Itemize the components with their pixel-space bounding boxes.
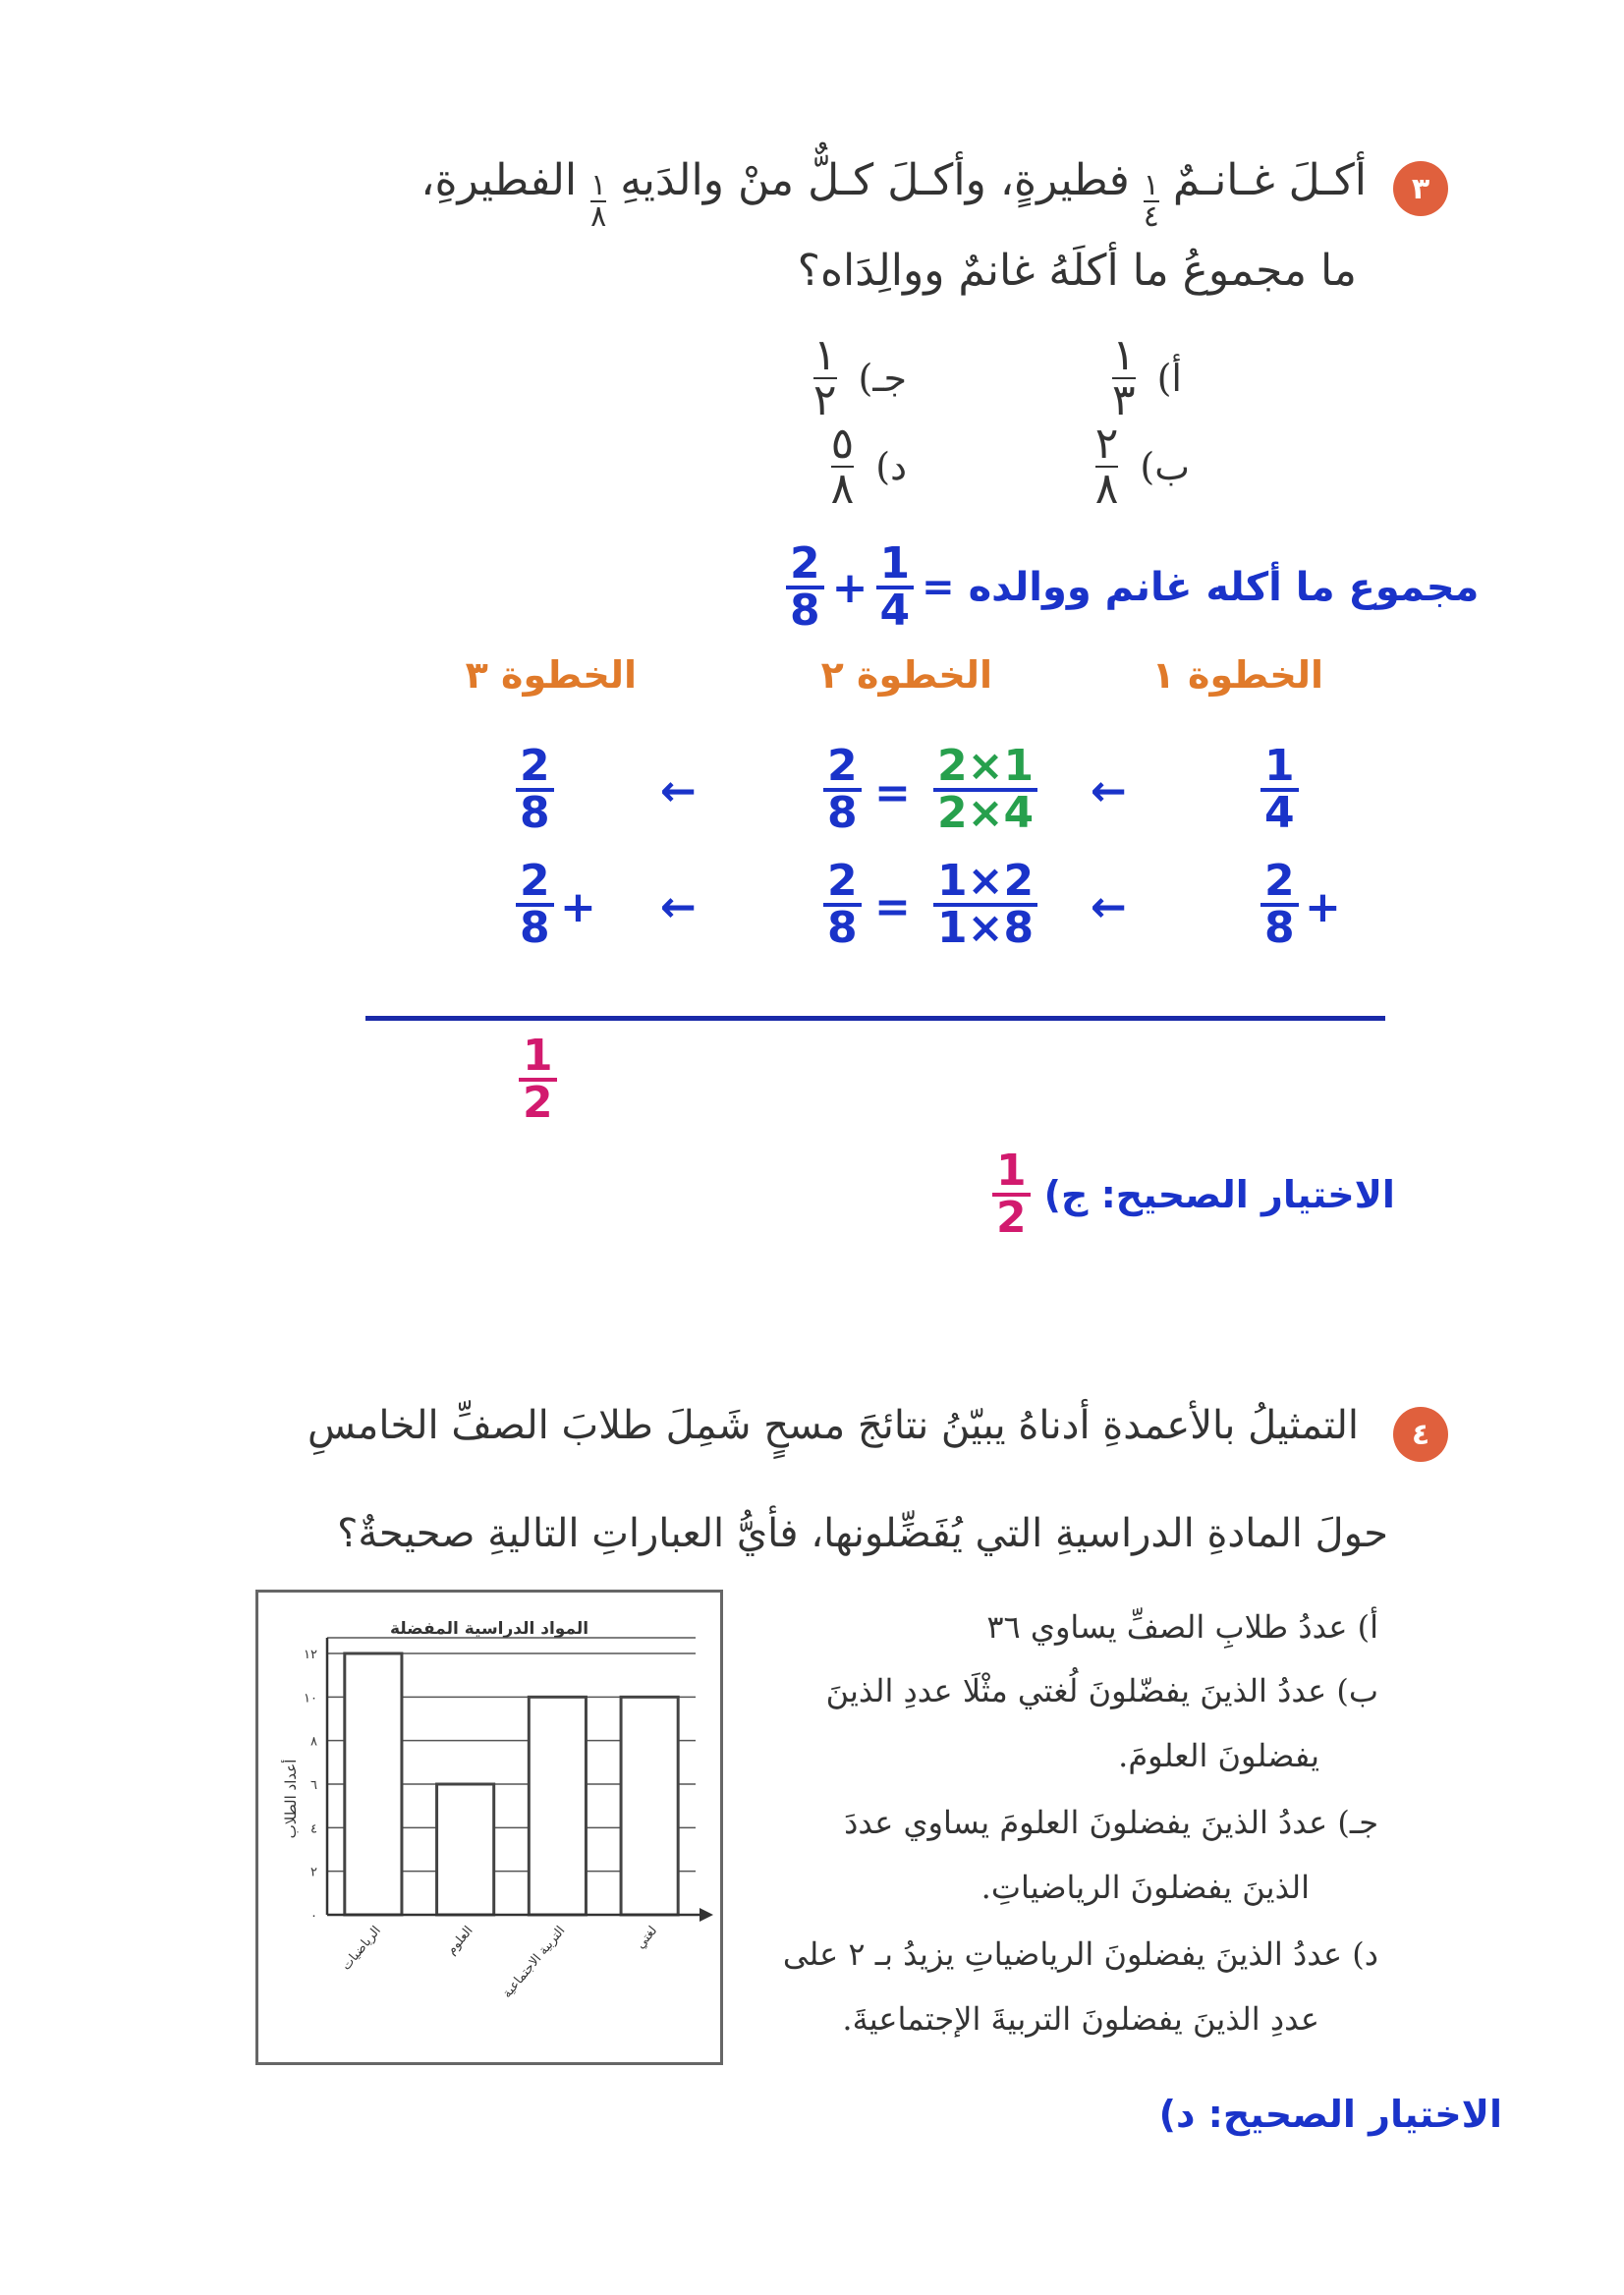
frac-den: ٨ [590,199,607,234]
chart-bar [437,1784,494,1915]
x-tick-label: التربية الاجتماعية [499,1923,569,2001]
option-c[interactable] [812,330,907,425]
frac-num: 1×2 [937,856,1035,906]
answer-q3 [992,1146,1395,1243]
option-fraction [1111,330,1136,425]
row2-eq-fraction [823,856,862,953]
y-tick-label: ٦ [310,1778,317,1793]
chart-title: المواد الدراسية المفضلة [389,1619,589,1639]
chart-bar [529,1697,586,1915]
frac-num: ١ [1111,330,1136,380]
y-tick-label: ٨ [310,1734,317,1750]
arrow-left: ← [1091,766,1127,816]
answer-label-text: الاختيار الصحيح: ج) [1043,1173,1395,1216]
frac-num: 2 [827,856,858,906]
frac-den: 4 [1260,788,1299,835]
chart-bar [621,1697,678,1915]
y-tick-label: ١٠ [304,1691,317,1707]
frac-num: 2×1 [937,741,1035,791]
q4-option-d[interactable] [783,1922,1378,2051]
frac-num: ١ [590,168,607,202]
y-tick-label: ٢ [310,1865,317,1880]
option-b[interactable] [1094,419,1190,514]
q3-text-a: أكـلَ غـانـمٌ [1172,155,1367,205]
y-tick-label: ٤ [310,1821,317,1837]
step-3-label: الخطوة ٣ [465,653,637,697]
frac-num: 1 [523,1031,553,1081]
q3-text-c: الفطيرةِ، [420,155,578,205]
frac-den: 8 [1260,903,1299,950]
row2-mid-fraction [933,856,1037,953]
option-text: عددُ طلابِ الصفِّ يساوي ٣٦ [986,1608,1348,1646]
y-tick-label: ٠ [310,1909,317,1924]
equals-sign: = [874,768,911,818]
option-text: يفضلونَ العلومَ. [1118,1737,1319,1774]
option-fraction [812,330,837,425]
frac-num: ١ [1143,168,1159,202]
q3-text-b: فطيرةٍ، وأكـلَ كـلٌّ منْ والدَيهِ [620,155,1130,205]
frac-num: 2 [827,741,858,791]
option-text: عددِ الذينَ يفضلونَ التربيةَ الإجتماعيةَ. [842,2000,1319,2038]
option-label: جـ) [858,357,907,400]
answer-q4 [1159,2093,1502,2136]
question-4-line-1: التمثيلُ بالأعمدةِ أدناهُ يبيّنُ نتائجَ مسحٍ شَمِلَ طلابَ الصفِّ الخامسِ [307,1403,1359,1448]
option-label: ب) [1140,445,1190,488]
bar-chart-frame [255,1590,723,2065]
option-label: أ) [1357,1608,1378,1646]
answer-label-text: الاختيار الصحيح: د) [1158,2093,1502,2136]
question-number-badge [1393,1407,1448,1462]
step-1-label: الخطوة ١ [1151,653,1323,697]
chart-y-axis-label: أعداد الطلاب [282,1759,300,1839]
frac-den: ٤ [1143,199,1159,234]
question-3-line-1 [420,155,1367,232]
fraction-eighth [590,168,607,234]
row1-mid-fraction [933,741,1037,838]
option-label: ب) [1336,1672,1378,1709]
frac-den: 8 [823,788,862,835]
frac-num: 1 [879,538,911,588]
x-tick-label: العلوم [444,1923,476,1958]
frac-num: 2 [520,856,550,906]
frac-num: 1 [996,1146,1027,1196]
question-3-line-2 [798,246,1357,296]
option-label: جـ) [1337,1804,1378,1841]
result-fraction [519,1031,557,1128]
frac-num: 2 [1264,856,1295,906]
frac-den: ٨ [830,464,855,514]
sum-fraction-1 [876,538,915,636]
option-label: أ) [1156,357,1182,400]
option-text: الذينَ يفضلونَ الرياضياتِ. [980,1869,1310,1906]
option-label: د) [1352,1935,1378,1973]
arrow-left: ← [660,882,697,932]
frac-num: 1 [1264,741,1295,791]
row1-eq-fraction [823,741,862,838]
frac-num: ٥ [830,419,855,469]
sum-equation [786,538,1480,636]
arrow-left: ← [1091,882,1127,932]
frac-num: ١ [812,330,837,380]
equals-sign: = [874,882,911,932]
arrow-left: ← [660,766,697,816]
frac-den: ٣ [1111,375,1136,425]
q4-option-b[interactable] [826,1658,1378,1788]
x-tick-label: الرياضيات [339,1923,384,1974]
option-text: عددُ الذينَ يفضلونَ العلومَ يساوي عددَ [844,1804,1328,1841]
fraction-quarter [1143,168,1159,234]
step-2-label: الخطوة ٢ [820,653,992,697]
frac-den: 8 [786,586,824,633]
plus-sign: + [831,562,868,613]
frac-den: 4 [876,586,915,633]
q4-option-c[interactable] [844,1790,1378,1920]
y-tick-label: ١٢ [304,1648,317,1662]
q3-line2-text: ما مجموعُ ما أكلَهُ غانمٌ ووالِدَاه؟ [797,246,1357,296]
chart-x-ticks [339,1924,660,2001]
chart-bar [345,1653,402,1915]
option-fraction [830,419,855,514]
frac-num: ٢ [1094,419,1119,469]
frac-den: 2×4 [933,788,1037,835]
q4-option-a[interactable] [986,1594,1378,1660]
frac-den: 8 [516,903,554,950]
x-tick-label: لغتي [633,1923,661,1952]
sum-divider-line [365,1016,1385,1021]
option-text: عددُ الذينَ يفضلونَ الرياضياتِ يزيدُ بـ ٢ على [782,1935,1343,1973]
option-d[interactable] [830,419,907,514]
question-4-line-2: حولَ المادةِ الدراسيةِ التي يُفَضِّلونها، فأيُّ العباراتِ التاليةِ صحيحةٌ؟ [337,1511,1388,1556]
plus-sign: + [560,882,596,932]
chart-y-ticks [304,1648,317,1924]
frac-den: 2 [992,1193,1031,1240]
row2-end-fraction [516,856,554,953]
bar-chart [258,1593,720,2062]
option-label: د) [875,445,907,488]
question-number: ٣ [1411,171,1430,206]
option-a[interactable] [1111,330,1182,425]
row1-start-fraction [1260,741,1299,838]
option-fraction [1094,419,1119,514]
frac-den: 8 [516,788,554,835]
option-text: عددُ الذينَ يفضّلونَ لُغتي مثْلَا عددِ الذينَ [825,1672,1327,1709]
sum-fraction-2 [786,538,824,636]
row1-end-fraction [516,741,554,838]
plus-sign: + [1305,882,1341,932]
question-number: ٤ [1411,1417,1430,1452]
frac-den: ٨ [1094,464,1119,514]
row2-start-fraction [1260,856,1299,953]
frac-num: 2 [520,741,550,791]
question-number-badge [1393,161,1448,216]
answer-label [1044,1173,1395,1216]
frac-num: 2 [790,538,820,588]
answer-fraction [992,1146,1031,1243]
frac-den: 8 [823,903,862,950]
frac-den: 2 [519,1078,557,1125]
sum-label: مجموع ما أكله غانم ووالده = [922,565,1480,610]
frac-den: ٢ [812,375,837,425]
frac-den: 1×8 [933,903,1037,950]
x-axis-arrow [700,1908,713,1922]
